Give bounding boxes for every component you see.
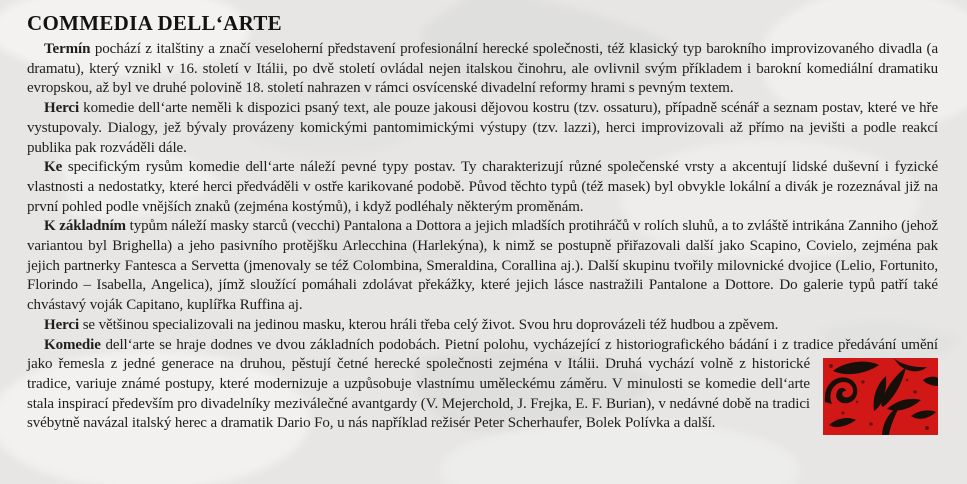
paragraph-termin [27, 40, 938, 99]
paragraph-herci [27, 99, 938, 158]
paragraph-text: dell‘arte se hraje dodnes ve dvou základních podobách. Pietní polohu, vycházející z historiografického bádání i z tradice předávání umění jako řemesla z jedné generace na druhou, pěstují četné herecké společnosti zejména v Itálii. [27, 336, 938, 373]
red-floral-grunge-image [823, 358, 938, 435]
paragraph-lead: Komedie [44, 336, 101, 353]
paragraph-k-zakladnim [27, 217, 938, 316]
paragraph-lead: K základním [44, 218, 126, 235]
paragraph-herci-maska [27, 316, 938, 336]
paragraph-lead: Herci [44, 100, 80, 117]
paragraph-komedie-dnes [27, 336, 938, 435]
paragraph-text: se většinou specializovali na jedinou masku, kterou hráli třeba celý život. Svou hru doprovázeli též hudbou a zpěvem. [79, 316, 779, 333]
article [27, 11, 938, 435]
page-title: COMMEDIA DELL‘ARTE [27, 11, 282, 35]
paragraph-text: typům náleží masky starců (vecchi) Pantalona a Dottora a jejich mladších protihráčů v rolích sluhů, a to zvláště intrikána Zanniho (jehož variantou byl Brighella) a jeho pasivního protějšku Arlecchina (Harlekýna), k nimž se postupně přiřazovali další jako Scapino, Covielo, zejména pak jejich partnerky Fantesca a Servetta (jmenovaly se též Colombina, Smeraldina, Corallina aj.). Další skupinu tvořily milovnické dvojice (Lelio, Fortunito, Florindo – Isabella, Angelica), jímž sloužící pomáhali zdolávat překážky, které jejich lásce nastražili Pantalone a Dottore. Do galerie typů patří také chvástavý voják Capitano, kuplířka Ruffina aj. [27, 218, 938, 314]
paragraph-lead: Ke [44, 159, 63, 176]
paragraph-text: pochází z italštiny a značí veseloherní představení profesionální herecké společnosti, též klasický typ barokního improvizovaného divadla (a dramatu), který vznikl v 16. století v Itálii, po dvě století ovládal nejen italskou činohru, ale ovlivnil svým příkladem i barokní komediální dramatiku evropskou, až byl ve druhé polovině 18. století nahrazen v rámci osvícenské divadelní reformy hrami s pevným textem. [27, 41, 938, 97]
paragraph-text: specifickým rysům komedie dell‘arte náleží pevné typy postav. Ty charakterizují různé společenské vrsty a akcentují lidské duševní i fyzické vlastnosti a nedostatky, které herci předváděli v ostře karikované podobě. Původ těchto typů (též masek) byl obvykle lokální a divák je rozeznával již na první pohled podle vnějších znaků (zejména kostýmů), i když podléhaly některým proměnám. [27, 159, 938, 215]
paragraph-ke-specifickym [27, 158, 938, 217]
paragraph-lead: Herci [44, 316, 80, 333]
paragraph-lead: Termín [44, 41, 91, 57]
paragraph-text: Druhá vychází volně z historické tradice, variuje známé postupy, které modernizuje a uzpůsobuje vlastnímu uměleckému záměru. V minulosti se komedie dell‘arte stala inspirací především pro divadelníky meziválečné avantgardy (V. Mejerchold, J. Frejka, E. F. Burian), v nedávné době na tradici svébytně navázal italský herec a dramatik Dario Fo, u nás například režisér Peter Scherhaufer, Bolek Polívka a další. [27, 356, 811, 432]
paragraph-text: komedie dell‘arte neměli k dispozici psaný text, ale pouze jakousi dějovou kostru (tzv. ossaturu), případně scénář a seznam postav, které ve hře vystupovaly. Dialogy, jež bývaly provázeny komickými pantomimickými výstupy (tzv. lazzi), herci improvizovali až přímo na jevišti a podle reakcí publika pak rozváděli dále. [27, 100, 938, 156]
